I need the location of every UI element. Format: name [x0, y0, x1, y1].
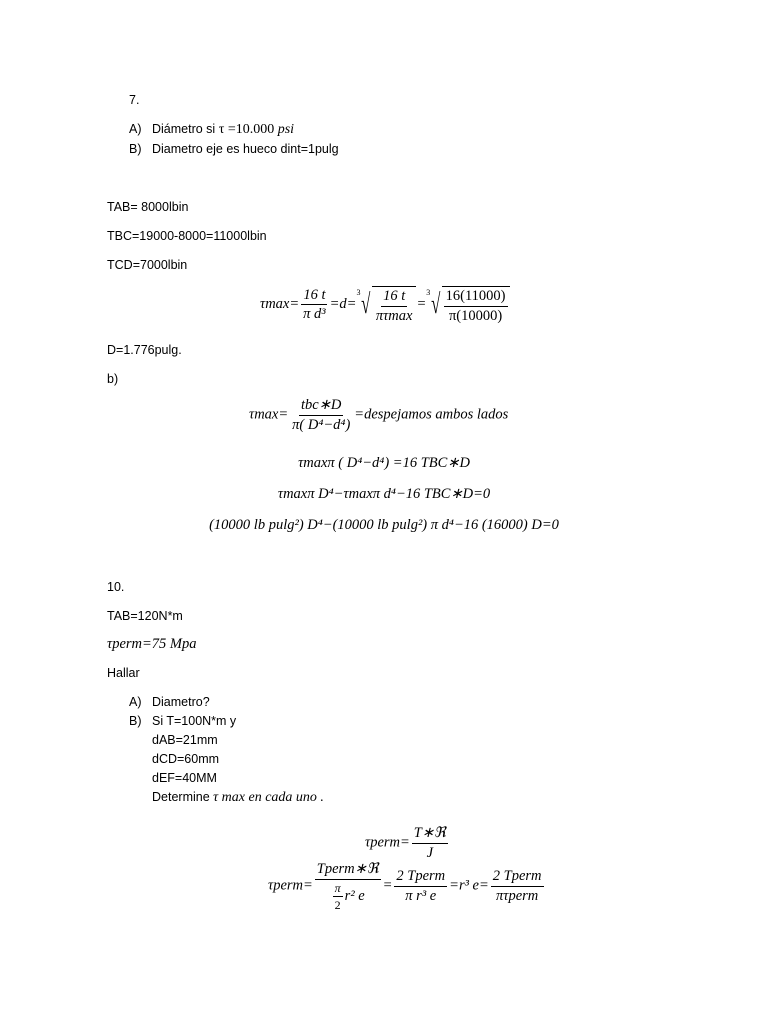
list-marker: B)	[129, 714, 142, 728]
torque-tab: TAB= 8000lbin	[107, 200, 189, 214]
equation-tau-perm: τperm= $\frac{\text{T∗ℜ}}{J}$	[365, 825, 446, 861]
list-item-text: Diametro?	[152, 695, 210, 709]
problem-number: 10.	[107, 580, 125, 594]
equation-step-3: (10000 lb pulg²) D⁴−(10000 lb pulg²) π d⁴−16 (16000) D=0	[209, 517, 559, 533]
section-label: b)	[107, 372, 119, 386]
torque-tcd: TCD=7000lbin	[107, 258, 188, 272]
equation-tau-max-hollow: τmax= $\frac{\text{tbc∗D}}{\text{π( D⁴−d⁴)}}$ =despejamos ambos lados	[249, 397, 509, 433]
torque-tbc: TBC=19000-8000=11000lbin	[107, 229, 267, 243]
torque-tab: TAB=120N*m	[107, 609, 183, 623]
equation-tau-max: τmax= $\frac{16 t}{\text{π d³}}$ =d= 3 √ $\frac{16 t}{\pi\tau\max}$ = 3 √ $\frac{16(11000)}{\pi(10000)}$	[260, 286, 510, 323]
list-item-text: Si T=100N*m y	[152, 714, 237, 728]
diameter-ab: dAB=21mm	[152, 733, 218, 747]
list-item-text	[152, 123, 294, 137]
tau-perm: τperm=75 Mpa	[107, 636, 197, 652]
problem-number: 7.	[129, 93, 140, 107]
determine-text: Determine τ max en cada uno .	[152, 790, 324, 805]
diameter-ef: dEF=40MM	[152, 771, 217, 785]
list-marker: A)	[129, 122, 142, 136]
list-item-text: Diametro eje es hueco dint=1pulg	[152, 142, 339, 156]
list-marker: A)	[129, 695, 142, 709]
equation-step-1: τmaxπ ( D⁴−d⁴) =16 TBC∗D	[298, 455, 470, 471]
diameter-cd: dCD=60mm	[152, 752, 220, 766]
hallar-label: Hallar	[107, 666, 140, 680]
item-text: Diámetro si	[152, 122, 216, 136]
equation-step-2: τmaxπ D⁴−τmaxπ d⁴−16 TBC∗D=0	[277, 486, 491, 502]
list-marker: B)	[129, 142, 142, 156]
diameter-result: D=1.776pulg.	[107, 343, 182, 357]
equation-tau-perm-expanded: τperm= Tperm∗ℜ $\frac{\pi}{2}$ r² e = $\frac{\text{2 Tperm}}{\text{π r³ e}}$ =r³ e= $\frac{\text{2 Tperm}}{\text{πτperm}}$	[268, 861, 542, 912]
item-math: τ =10.000 psi	[218, 122, 295, 137]
